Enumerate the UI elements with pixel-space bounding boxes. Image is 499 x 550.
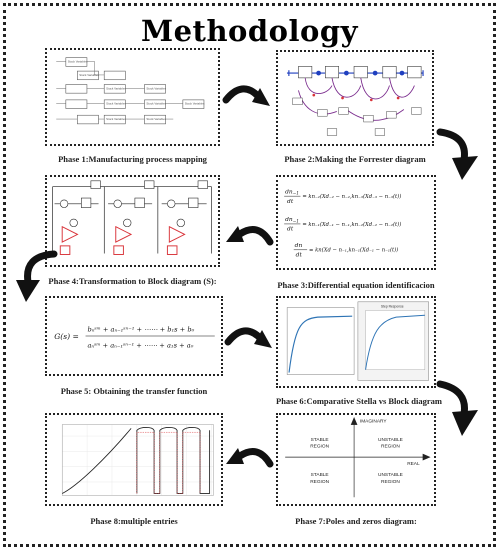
p1-block-label: Stock Variables (79, 72, 99, 77)
real-label: REAL (407, 461, 420, 467)
p1-block-label: Stock Variables (146, 101, 167, 106)
curved-arrow-icon (8, 248, 60, 306)
curved-arrow-icon (224, 322, 276, 358)
equation-2: = kn₋₁(Xd₋₁ − n₋₁,kn₋₂(Xd₋₂ − n₋₂(t)) (302, 221, 402, 228)
eq-lhs-sub: −1 (292, 191, 300, 197)
imaginary-label: IMAGINARY (359, 419, 387, 425)
arrow-7-to-8 (224, 440, 276, 472)
phase1-panel (45, 48, 220, 146)
phase7-caption: Phase 7:Poles and zeros diagram: (295, 516, 417, 526)
arrow-5-to-6 (224, 322, 276, 358)
pulse-curve (137, 427, 210, 493)
eq-lhs-num: dn (285, 188, 293, 196)
arrow-2-to-3 (434, 126, 486, 184)
poles-zeros-diagram (278, 415, 434, 504)
arrow-6-to-7 (434, 378, 486, 440)
p1-block-label: Stock Variables (67, 59, 88, 64)
transfer-function (47, 298, 221, 374)
page-title: Methodology (141, 14, 358, 48)
p1-block-label: Stock Variables (106, 86, 126, 91)
forrester-diagram (278, 52, 432, 144)
reference-curve (137, 432, 200, 493)
phase5-panel (45, 296, 223, 376)
phase7-panel (276, 413, 436, 506)
equation-3: = kn(Xd − n₋₁,kn₋₁(Xd₋₁ − n₋₁(t)) (309, 247, 399, 254)
quadrant-label: REGION (381, 479, 400, 485)
p1-block-label: Stock Variables (146, 86, 167, 91)
p1-block-label: Stock Variables (184, 101, 205, 106)
eq-lhs-sub: −1 (292, 219, 300, 225)
block-diagram (47, 177, 218, 265)
quadrant-label: REGION (310, 479, 330, 485)
equation-1: = kn₋₂(Xd₋₂ − n₋₂,kn₋₃(Xd₋₃ − n₋₃(t)) (302, 194, 402, 201)
phase4-caption: Phase 4:Transformation to Block diagram (S): (48, 276, 217, 286)
quadrant-label: REGION (381, 444, 400, 450)
phase3-caption: Phase 3:Differential equation identificacion (277, 280, 435, 290)
phase4-panel (45, 175, 220, 267)
tf-numerator: bₙˢᵐ + aₙ₋₁ˢⁿ⁻¹ + ⋯⋯ + b₁s + b₀ (87, 325, 195, 334)
eq-lhs-den: dt (287, 197, 294, 205)
multiple-entries-plot (47, 415, 221, 504)
curved-arrow-icon (224, 440, 276, 472)
phase8-caption: Phase 8:multiple entries (90, 516, 178, 526)
phase1-caption: Phase 1:Manufacturing process mapping (58, 154, 207, 164)
quadrant-label: STABLE (310, 473, 329, 479)
arrow-3-to-4 (224, 218, 276, 250)
ramp-curve (62, 428, 131, 493)
arrow-4-to-5 (8, 248, 60, 306)
quadrant-label: UNSTABLE (378, 473, 403, 479)
arrow-1-to-2 (222, 80, 274, 116)
svg-text:dn−1 (285, 188, 299, 196)
p1-block-label: Stock Variables (106, 117, 126, 122)
quadrant-label: UNSTABLE (378, 437, 403, 443)
phase6-caption: Phase 6:Comparative Stella vs Block diagram (276, 396, 442, 406)
curved-arrow-icon (434, 126, 486, 184)
differential-equations (278, 177, 434, 268)
eq-lhs-num: dn (285, 216, 293, 224)
eq-lhs-den: dt (287, 225, 294, 233)
phase2-panel (276, 50, 434, 146)
phase8-panel (45, 413, 223, 506)
tf-lhs: G(s) = (54, 331, 79, 341)
p1-block-label: Stock Variables (106, 101, 126, 106)
tf-denominator: aₙˢᵐ + aₙ₋₁ˢⁿ⁻¹ + ⋯⋯ + a₁s + a₀ (87, 341, 194, 350)
quadrant-label: STABLE (310, 437, 329, 443)
curved-arrow-icon (434, 378, 486, 440)
svg-text:dn−1 (285, 216, 299, 224)
plot-title: Step Response (380, 304, 404, 309)
comparison-plots (278, 298, 434, 386)
quadrant-label: REGION (310, 444, 330, 450)
eq-lhs-num: dn (294, 241, 303, 249)
phase3-panel (276, 175, 436, 270)
phase2-caption: Phase 2:Making the Forrester diagram (284, 154, 426, 164)
curved-arrow-icon (222, 80, 274, 116)
eq-lhs-den: dt (295, 251, 302, 259)
process-map-diagram (47, 50, 218, 144)
p1-block-label: Stock Variables (146, 117, 167, 122)
phase6-panel (276, 296, 436, 388)
phase5-caption: Phase 5: Obtaining the transfer function (60, 386, 208, 396)
curved-arrow-icon (224, 218, 276, 250)
